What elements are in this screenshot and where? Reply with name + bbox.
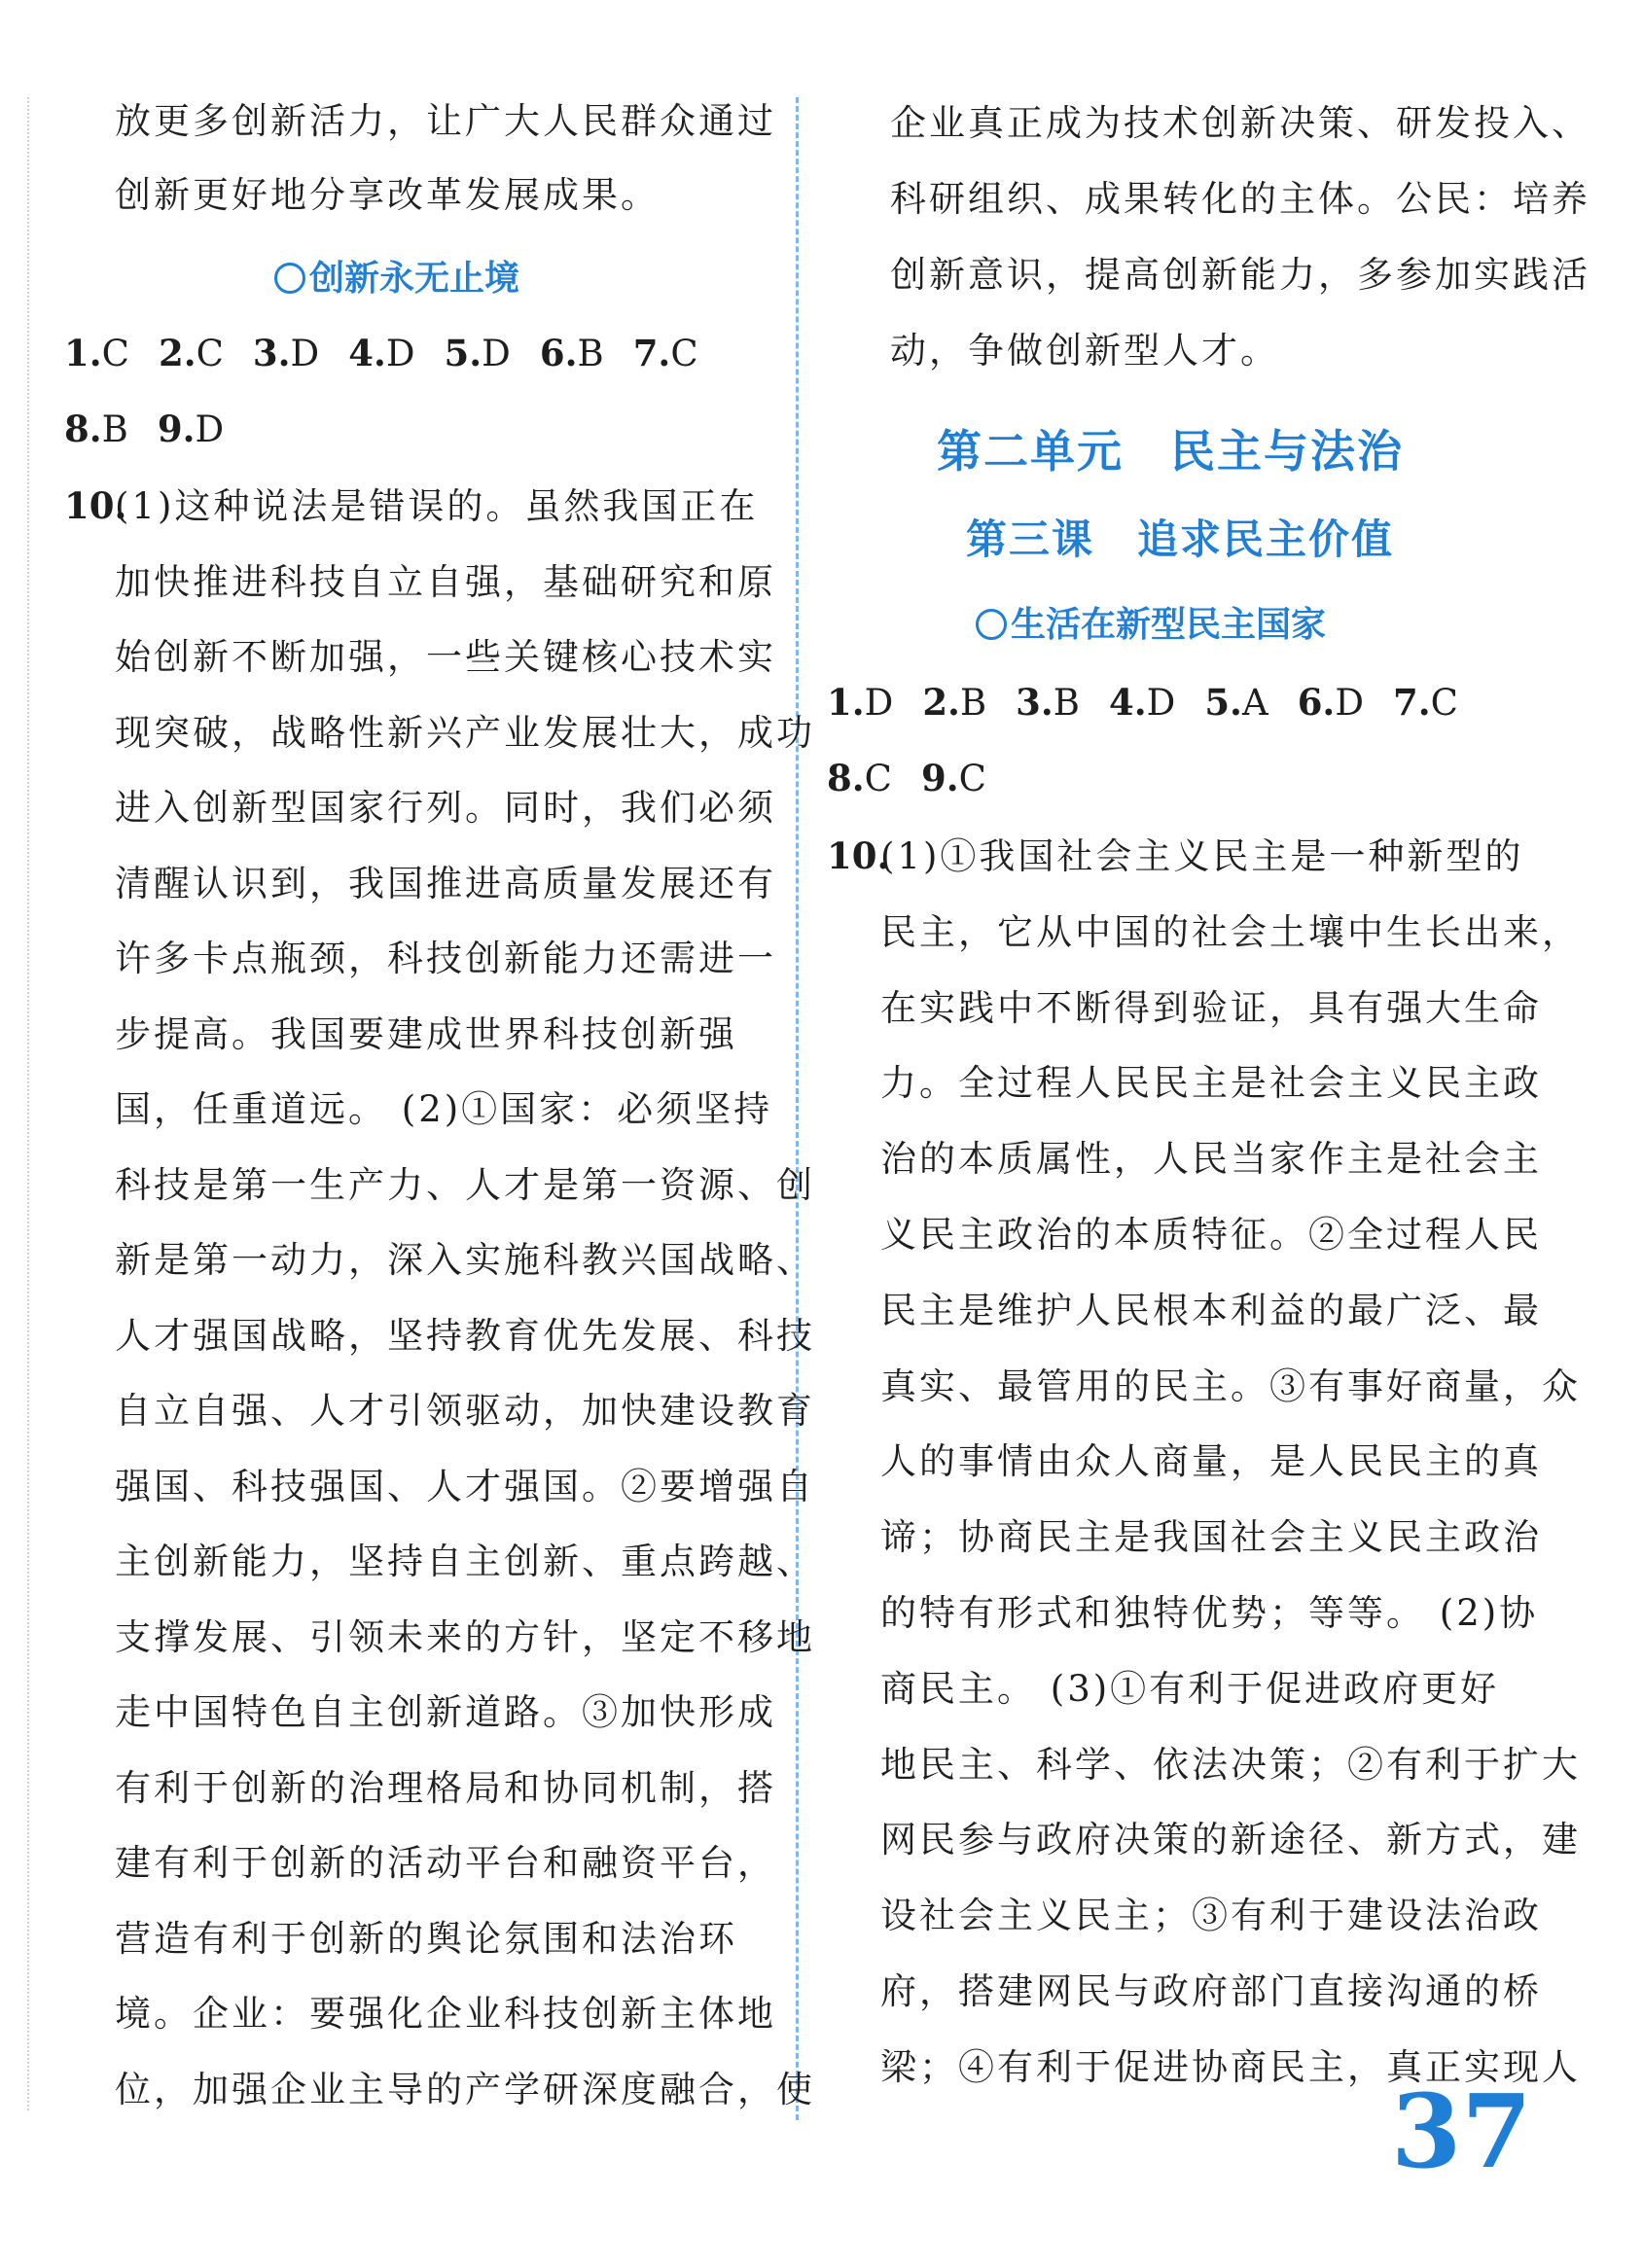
answer-item — [64, 332, 129, 374]
answer-line: 许多卡点瓶颈，科技创新能力还需进一 — [115, 938, 776, 979]
answer-line: 府，搭建网民与政府部门直接沟通的桥 — [880, 1970, 1542, 2012]
section-title — [274, 251, 519, 301]
answer-line: 人的事情由众人商量，是人民民主的真 — [880, 1440, 1542, 1483]
answer-choice: C — [958, 758, 986, 799]
answer-choice: C — [670, 333, 698, 374]
answer-line: 商民主。 (3)①有利于促进政府更好 — [880, 1667, 1500, 1710]
answer-line: 境。企业：要强化企业科技创新主体地 — [115, 1993, 776, 2035]
circle-icon — [274, 263, 305, 294]
answer-choice: C — [101, 333, 129, 374]
answer-item — [922, 681, 987, 724]
answer-line: (1)①我国社会主义民主是一种新型的 — [880, 835, 1524, 877]
answer-number: 5. — [1204, 681, 1242, 724]
answer-row — [827, 757, 1016, 799]
answer-item — [539, 332, 604, 374]
answer-item — [252, 332, 320, 374]
answer-number: 1. — [827, 681, 865, 724]
answer-line: 梁；④有利于促进协商民主，真正实现人 — [880, 2045, 1581, 2088]
answer-choice: D — [864, 682, 894, 724]
answer-item — [827, 757, 892, 799]
unit-title: 第二单元 民主与法治 — [937, 425, 1404, 478]
answer-line: 的特有形式和独特优势；等等。 (2)协 — [880, 1592, 1539, 1634]
answer-line: 自立自强、人才引领驱动，加快建设教育 — [115, 1390, 815, 1432]
answer-choice: B — [101, 408, 128, 450]
answer-line: 谛；协商民主是我国社会主义民主政治 — [880, 1516, 1542, 1559]
answer-choice: D — [195, 408, 225, 450]
answer-number: 9. — [920, 757, 959, 799]
answer-line: 真实、最管用的民主。③有事好商量，众 — [880, 1364, 1581, 1407]
answer-row — [64, 408, 253, 450]
answer-item — [64, 408, 128, 450]
answer-line: 现突破，战略性新兴产业发展壮大，成功 — [115, 711, 815, 754]
answer-number: 7. — [1393, 681, 1431, 724]
answer-line: 走中国特色自主创新道路。③加快形成 — [115, 1691, 776, 1733]
answer-line: 新是第一动力，深入实施科教兴国战略、 — [115, 1239, 815, 1281]
answer-line: 力。全过程人民民主是社会主义民主政 — [880, 1062, 1542, 1105]
question-number: 10. — [64, 484, 127, 527]
continuation-line: 创新意识，提高创新能力，多参加实践活 — [890, 254, 1590, 296]
answer-item — [1109, 681, 1176, 724]
answer-choice: A — [1241, 682, 1268, 724]
answer-line: 步提高。我国要建成世界科技创新强 — [115, 1012, 737, 1055]
section-title-text: 生活在新型民主国家 — [1011, 605, 1327, 645]
answer-line: 始创新不断加强，一些关键核心技术实 — [115, 636, 776, 678]
answer-line: 进入创新型国家行列。同时，我们必须 — [115, 787, 776, 829]
answer-line: 营造有利于创新的舆论氛围和法治环 — [115, 1917, 737, 1960]
continuation-line: 企业真正成为技术创新决策、研发投入、 — [890, 102, 1590, 144]
continuation-line: 动，争做创新型人才。 — [890, 330, 1279, 372]
answer-number: 8. — [64, 408, 102, 450]
answer-number: 4. — [348, 332, 386, 374]
answer-item — [1297, 681, 1364, 724]
answer-choice: D — [482, 333, 511, 374]
answer-line: 地民主、科学、依法决策；②有利于扩大 — [880, 1743, 1581, 1786]
answer-line: 治的本质属性，人民当家作主是社会主 — [880, 1138, 1542, 1181]
answer-number: 5. — [444, 332, 482, 374]
answer-choice: D — [385, 333, 415, 374]
answer-line: 在实践中不断得到验证，具有强大生命 — [880, 986, 1542, 1029]
intro-line: 放更多创新活力，让广大人民群众通过 — [115, 100, 776, 142]
answer-choice: D — [1146, 682, 1176, 724]
answer-item — [1204, 681, 1268, 724]
answer-number: 7. — [632, 332, 671, 374]
answer-choice: B — [577, 333, 604, 374]
answer-choice: D — [290, 333, 320, 374]
answer-number: 3. — [252, 332, 291, 374]
answer-line: 强国、科技强国、人才强国。②要增强自 — [115, 1465, 815, 1507]
answer-number: 8. — [827, 757, 865, 799]
answer-line: 义民主政治的本质特征。②全过程人民 — [880, 1214, 1542, 1256]
answer-line: 清醒认识到，我国推进高质量发展还有 — [115, 862, 776, 904]
answer-line: 民主，它从中国的社会土壤中生长出来， — [880, 910, 1581, 953]
page-number: 37 — [1391, 2072, 1532, 2191]
intro-line: 创新更好地分享改革发展成果。 — [115, 174, 660, 216]
answer-item — [348, 332, 415, 374]
answer-line: 建有利于创新的活动平台和融资平台， — [115, 1842, 776, 1884]
answer-choice: C — [1430, 682, 1458, 724]
answer-item — [1016, 681, 1080, 724]
lesson-title: 第三课 追求民主价值 — [966, 515, 1395, 563]
answer-choice: C — [864, 758, 892, 799]
continuation-line: 科研组织、成果转化的主体。公民：培养 — [890, 178, 1590, 220]
answer-choice: C — [196, 333, 224, 374]
answer-line: 加快推进科技自立自强，基础研究和原 — [115, 560, 776, 603]
answer-item — [920, 757, 986, 799]
answer-number: 3. — [1016, 681, 1054, 724]
answer-line: 人才强国战略，坚持教育优先发展、科技 — [115, 1314, 815, 1357]
answer-row — [64, 332, 728, 374]
answer-item — [158, 332, 224, 374]
answer-line: 民主是维护人民根本利益的最广泛、最 — [880, 1289, 1542, 1331]
circle-icon — [976, 609, 1007, 640]
answer-line: 网民参与政府决策的新途径、新方式，建 — [880, 1819, 1581, 1861]
answer-choice: B — [959, 682, 987, 724]
answer-line: 位，加强企业主导的产学研深度融合，使 — [115, 2068, 815, 2110]
section-title — [976, 597, 1326, 647]
answer-item — [1393, 681, 1458, 724]
answer-number: 9. — [157, 408, 196, 450]
answer-item — [632, 332, 698, 374]
answer-line: 主创新能力，坚持自主创新、重点跨越、 — [115, 1541, 815, 1582]
answer-item — [444, 332, 511, 374]
answer-line: 科技是第一生产力、人才是第一资源、创 — [115, 1163, 815, 1206]
answer-number: 6. — [1297, 681, 1336, 724]
answer-choice: D — [1335, 682, 1364, 724]
answer-choice: B — [1053, 682, 1080, 724]
margin-rule — [27, 97, 29, 2110]
column-divider — [796, 97, 799, 2120]
question-number: 10. — [827, 834, 890, 877]
answer-item — [157, 408, 225, 450]
answer-number: 2. — [922, 681, 960, 724]
answer-line: 有利于创新的治理格局和协同机制，搭 — [115, 1766, 776, 1809]
answer-row — [827, 681, 1487, 724]
answer-item — [827, 681, 894, 724]
answer-line: 支撑发展、引领未来的方针，坚定不移地 — [115, 1615, 815, 1658]
answer-line: 设社会主义民主；③有利于建设法治政 — [880, 1895, 1542, 1937]
section-title-text: 创新永无止境 — [309, 259, 520, 299]
answer-line: (1)这种说法是错误的。虽然我国正在 — [115, 485, 759, 527]
answer-line: 国，任重道远。 (2)①国家：必须坚持 — [115, 1088, 773, 1130]
answer-number: 2. — [158, 332, 196, 374]
answer-number: 1. — [64, 332, 102, 374]
answer-number: 4. — [1109, 681, 1147, 724]
answer-number: 6. — [539, 332, 578, 374]
